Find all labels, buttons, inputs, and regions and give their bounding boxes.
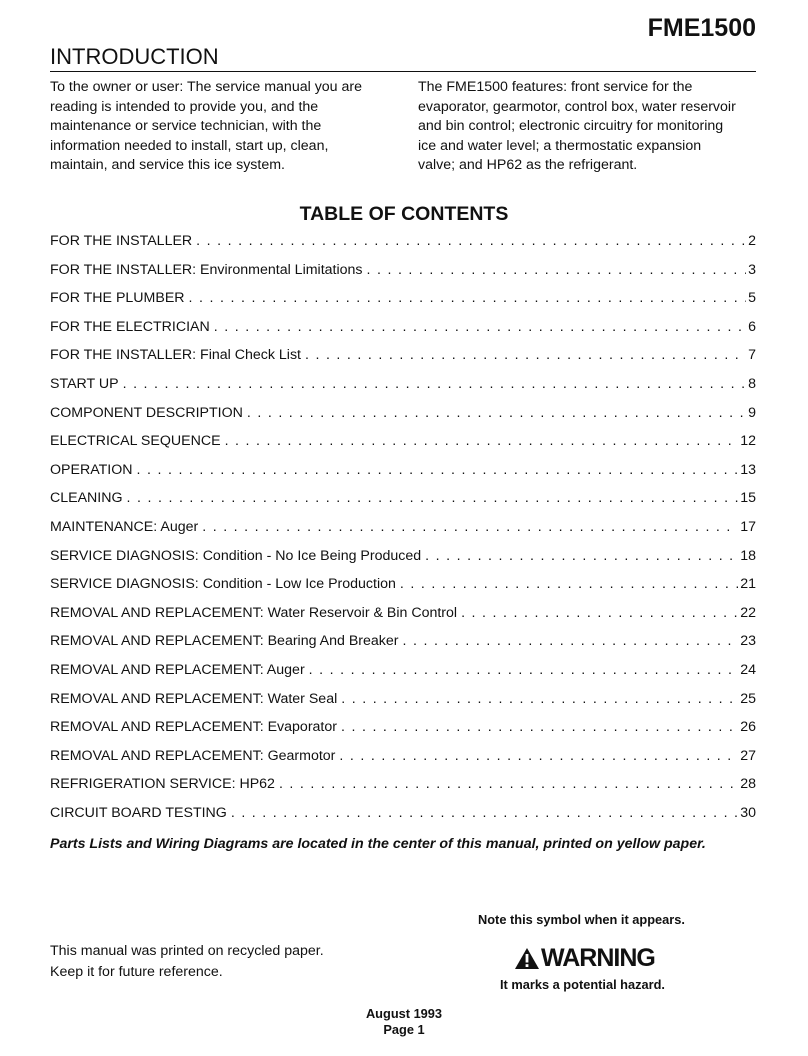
toc-entry[interactable] <box>50 262 756 291</box>
toc-leader <box>247 405 746 421</box>
page-footer <box>0 1006 808 1038</box>
toc-leader <box>225 433 739 449</box>
toc-entry-label: FOR THE PLUMBER <box>50 290 185 307</box>
toc-entry-label: REMOVAL AND REPLACEMENT: Bearing And Breaker <box>50 633 399 650</box>
toc-entry-label: REFRIGERATION SERVICE: HP62 <box>50 776 275 793</box>
intro-left-line: To the owner or user: The service manual you are <box>50 79 363 95</box>
warning-triangle-icon <box>514 947 540 970</box>
toc-entry[interactable] <box>50 576 756 605</box>
toc-entry-page: 18 <box>740 547 756 564</box>
intro-left-line: information needed to install, start up, clean, <box>50 137 329 154</box>
toc-entry-page: 12 <box>740 433 756 450</box>
toc-entry[interactable] <box>50 519 756 548</box>
toc-leader <box>279 776 738 792</box>
toc-leader <box>214 319 746 335</box>
intro-right-line: and bin control; electronic circuitry for monitoring <box>418 118 724 134</box>
toc-leader <box>341 719 738 735</box>
toc-entry[interactable] <box>50 319 756 348</box>
toc-entry-label: REMOVAL AND REPLACEMENT: Water Reservoir & Bin Control <box>50 604 458 621</box>
toc-entry-label: ELECTRICAL SEQUENCE <box>50 433 221 450</box>
toc-entry[interactable] <box>50 490 756 519</box>
model-number: FME1500 <box>647 14 756 42</box>
intro-right-line: valve; and HP62 as the refrigerant. <box>418 157 638 173</box>
toc-entry-page: 21 <box>740 576 756 593</box>
intro-left-line: maintenance or service technician, with the <box>50 118 322 134</box>
toc-entry-label: COMPONENT DESCRIPTION <box>50 404 243 421</box>
toc-entry-page: 9 <box>748 404 756 421</box>
toc-leader <box>137 462 739 478</box>
toc-entry-page: 26 <box>740 719 756 736</box>
intro-right-line: ice and water level; a thermostatic expansion <box>418 137 702 154</box>
toc-entry[interactable] <box>50 748 756 777</box>
toc-entry-label: FOR THE INSTALLER: Environmental Limitations <box>50 261 363 278</box>
toc-entry-label: CIRCUIT BOARD TESTING <box>50 804 227 821</box>
intro-left-column <box>50 78 386 176</box>
toc-entry-label: SERVICE DIAGNOSIS: Condition - No Ice Being Produced <box>50 547 422 564</box>
intro-right-line: The FME1500 features: front service for the <box>418 79 693 95</box>
intro-left-line: reading is intended to provide you, and the <box>50 98 319 115</box>
toc-entry[interactable] <box>50 376 756 405</box>
toc-entry-label: FOR THE INSTALLER: Final Check List <box>50 347 301 364</box>
warning-symbol <box>514 944 655 973</box>
intro-right-column <box>418 78 758 176</box>
toc-entry-label: REMOVAL AND REPLACEMENT: Auger <box>50 661 305 678</box>
toc-entry-page: 28 <box>740 776 756 793</box>
toc-entry[interactable] <box>50 462 756 491</box>
toc-entry-page: 7 <box>748 347 756 364</box>
toc-entry[interactable] <box>50 691 756 720</box>
toc-entry[interactable] <box>50 405 756 434</box>
toc-leader <box>367 262 747 278</box>
toc-entry-page: 2 <box>748 233 756 249</box>
toc-entry[interactable] <box>50 805 756 834</box>
toc-entry-page: 24 <box>740 661 756 678</box>
toc-entry-page: 25 <box>740 690 756 707</box>
section-title: INTRODUCTION <box>50 44 219 69</box>
toc-leader <box>339 748 738 764</box>
toc-entry-page: 17 <box>740 518 756 535</box>
toc-entry-label: START UP <box>50 375 119 392</box>
toc-entry-page: 6 <box>748 318 756 335</box>
toc-entry-page: 8 <box>748 375 756 392</box>
warning-label: WARNING <box>541 944 655 972</box>
toc-entry-label: SERVICE DIAGNOSIS: Condition - Low Ice Production <box>50 576 396 593</box>
toc-leader <box>127 490 739 506</box>
toc-entry[interactable] <box>50 719 756 748</box>
intro-left-line: maintain, and service this ice system. <box>50 157 285 173</box>
toc-leader <box>305 347 746 363</box>
toc-entry-label: CLEANING <box>50 490 123 507</box>
toc-leader <box>400 576 738 592</box>
toc-list <box>50 233 756 833</box>
toc-leader <box>231 805 738 821</box>
footer-date: August 1993 <box>365 1006 443 1021</box>
toc-leader <box>425 548 738 564</box>
toc-title: TABLE OF CONTENTS <box>299 203 509 225</box>
toc-entry[interactable] <box>50 233 756 262</box>
intro-right-line: evaporator, gearmotor, control box, water reservoir <box>418 98 736 115</box>
toc-entry[interactable] <box>50 605 756 634</box>
toc-entry[interactable] <box>50 662 756 691</box>
toc-entry-label: MAINTENANCE: Auger <box>50 518 199 535</box>
toc-leader <box>196 233 746 249</box>
toc-entry-label: FOR THE ELECTRICIAN <box>50 318 210 335</box>
toc-leader <box>309 662 739 678</box>
toc-entry-page: 3 <box>748 261 756 278</box>
toc-entry-label: FOR THE INSTALLER <box>50 233 193 249</box>
toc-entry-page: 27 <box>740 747 756 764</box>
toc-leader <box>341 691 738 707</box>
toc-leader <box>403 633 739 649</box>
toc-entry[interactable] <box>50 290 756 319</box>
hazard-note: It marks a potential hazard. <box>500 977 665 992</box>
toc-leader <box>189 290 747 306</box>
toc-entry-page: 30 <box>740 804 756 821</box>
toc-entry[interactable] <box>50 776 756 805</box>
toc-entry-page: 15 <box>740 490 756 507</box>
toc-entry-page: 22 <box>740 604 756 621</box>
toc-entry[interactable] <box>50 347 756 376</box>
recycled-note <box>50 941 324 983</box>
symbol-note: Note this symbol when it appears. <box>478 912 685 927</box>
header-rule <box>50 71 756 72</box>
toc-entry[interactable] <box>50 633 756 662</box>
toc-entry-page: 5 <box>748 290 756 307</box>
toc-entry-page: 23 <box>740 633 756 650</box>
recycled-line: This manual was printed on recycled paper. <box>50 943 324 959</box>
footer-page: Page 1 <box>383 1022 425 1037</box>
toc-leader <box>202 519 738 535</box>
recycled-line: Keep it for future reference. <box>50 964 223 980</box>
toc-leader <box>123 376 747 392</box>
toc-leader <box>461 605 738 621</box>
toc-entry[interactable] <box>50 433 756 462</box>
toc-entry-label: OPERATION <box>50 461 133 478</box>
toc-entry[interactable] <box>50 548 756 577</box>
toc-entry-label: REMOVAL AND REPLACEMENT: Evaporator <box>50 719 337 736</box>
toc-entry-label: REMOVAL AND REPLACEMENT: Gearmotor <box>50 747 336 764</box>
toc-entry-page: 13 <box>740 461 756 478</box>
parts-note: Parts Lists and Wiring Diagrams are located in the center of this manual, printed on yellow paper. <box>50 836 706 852</box>
toc-entry-label: REMOVAL AND REPLACEMENT: Water Seal <box>50 690 338 707</box>
